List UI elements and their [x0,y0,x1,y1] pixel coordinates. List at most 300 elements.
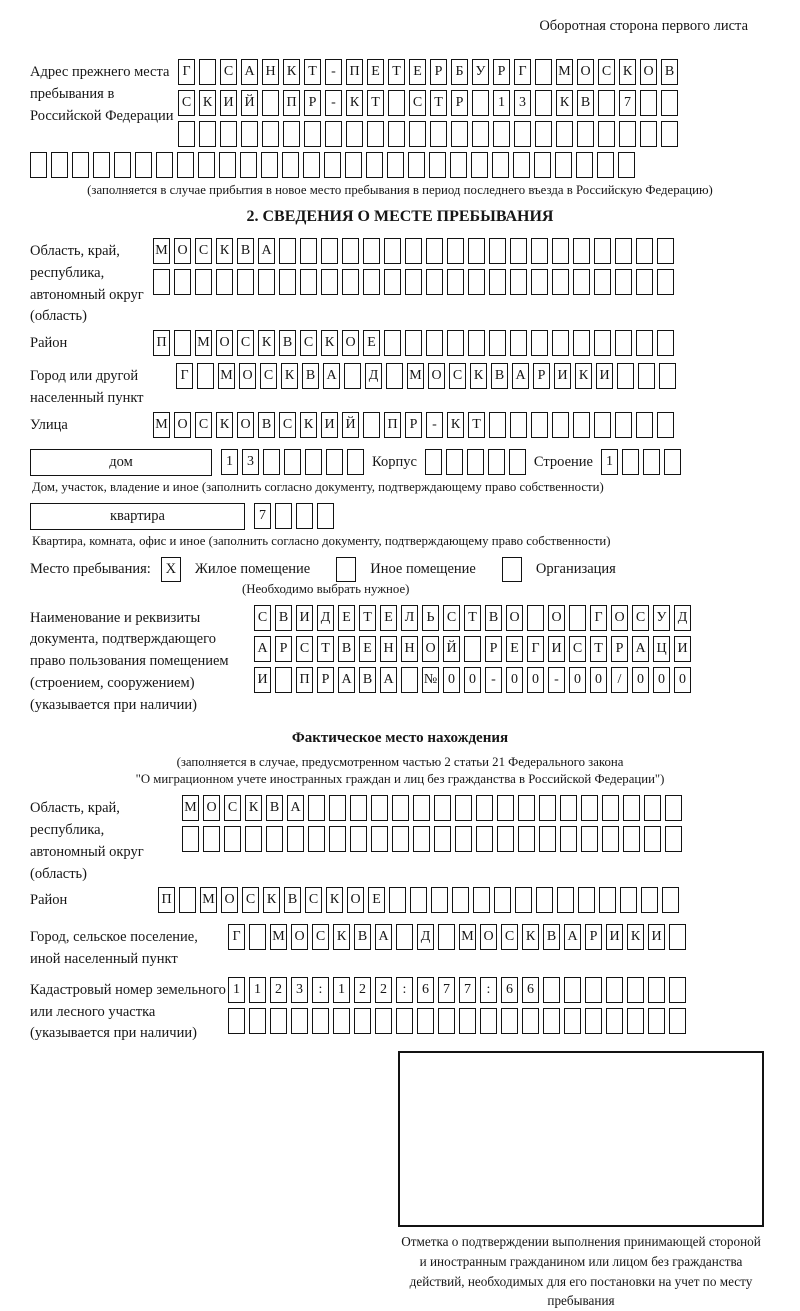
char-box[interactable] [258,269,275,295]
char-box[interactable]: С [254,605,271,631]
char-box[interactable] [261,152,278,178]
char-box[interactable]: Ь [422,605,439,631]
char-box[interactable]: Р [485,636,502,662]
char-box[interactable] [366,152,383,178]
char-box[interactable]: А [323,363,340,389]
char-box[interactable]: 6 [501,977,518,1003]
char-box[interactable] [564,977,581,1003]
char-box[interactable]: А [512,363,529,389]
char-box[interactable] [657,238,674,264]
char-box[interactable] [429,152,446,178]
char-box[interactable]: К [283,59,300,85]
char-box[interactable]: - [485,667,502,693]
char-box[interactable]: - [426,412,443,438]
char-box[interactable] [620,887,637,913]
char-box[interactable]: 0 [506,667,523,693]
char-box[interactable]: В [661,59,678,85]
char-box[interactable] [476,795,493,821]
char-box[interactable] [464,636,481,662]
char-box[interactable]: О [640,59,657,85]
char-box[interactable]: Е [359,636,376,662]
char-box[interactable] [536,887,553,913]
char-box[interactable] [459,1008,476,1034]
char-box[interactable] [578,887,595,913]
char-box[interactable] [262,90,279,116]
char-box[interactable]: С [296,636,313,662]
char-box[interactable] [363,269,380,295]
char-box[interactable] [312,1008,329,1034]
char-box[interactable] [522,1008,539,1034]
char-box[interactable] [585,1008,602,1034]
char-box[interactable] [573,412,590,438]
char-box[interactable]: П [384,412,401,438]
char-box[interactable]: : [480,977,497,1003]
char-box[interactable] [518,795,535,821]
char-box[interactable]: В [338,636,355,662]
char-box[interactable]: Р [304,90,321,116]
char-box[interactable]: - [548,667,565,693]
char-box[interactable]: С [501,924,518,950]
char-box[interactable]: И [606,924,623,950]
char-box[interactable] [539,795,556,821]
char-box[interactable] [434,826,451,852]
char-box[interactable]: В [302,363,319,389]
char-box[interactable]: К [333,924,350,950]
char-box[interactable] [492,152,509,178]
char-box[interactable] [384,269,401,295]
char-box[interactable] [447,269,464,295]
char-box[interactable]: К [627,924,644,950]
char-box[interactable]: : [396,977,413,1003]
char-box[interactable] [510,238,527,264]
char-box[interactable] [543,977,560,1003]
char-box[interactable] [606,1008,623,1034]
char-box[interactable] [581,826,598,852]
char-box[interactable] [237,269,254,295]
char-box[interactable] [291,1008,308,1034]
char-box[interactable]: В [266,795,283,821]
char-box[interactable] [618,152,635,178]
char-box[interactable]: И [596,363,613,389]
char-box[interactable] [447,330,464,356]
char-box[interactable]: / [611,667,628,693]
char-box[interactable]: К [556,90,573,116]
char-box[interactable]: В [237,238,254,264]
char-box[interactable]: Т [359,605,376,631]
char-box[interactable] [245,826,262,852]
char-box[interactable]: 2 [270,977,287,1003]
char-box[interactable] [333,1008,350,1034]
char-box[interactable] [619,121,636,147]
char-box[interactable] [472,121,489,147]
char-box[interactable] [531,412,548,438]
char-box[interactable] [455,795,472,821]
char-box[interactable] [114,152,131,178]
char-box[interactable]: В [543,924,560,950]
char-box[interactable]: 0 [632,667,649,693]
char-box[interactable] [174,330,191,356]
char-box[interactable]: В [284,887,301,913]
char-box[interactable]: Б [451,59,468,85]
char-box[interactable]: О [216,330,233,356]
char-box[interactable]: С [443,605,460,631]
char-box[interactable] [648,977,665,1003]
char-box[interactable]: 2 [375,977,392,1003]
char-box[interactable]: К [346,90,363,116]
char-box[interactable]: К [522,924,539,950]
char-box[interactable]: Й [241,90,258,116]
char-box[interactable]: С [195,238,212,264]
char-box[interactable] [488,449,505,475]
char-box[interactable]: № [422,667,439,693]
char-box[interactable] [409,121,426,147]
char-box[interactable]: М [195,330,212,356]
char-box[interactable]: Р [405,412,422,438]
char-box[interactable] [602,795,619,821]
char-box[interactable]: И [554,363,571,389]
char-box[interactable]: О [347,887,364,913]
char-box[interactable] [51,152,68,178]
char-box[interactable] [476,826,493,852]
char-box[interactable] [535,121,552,147]
char-box[interactable] [275,667,292,693]
char-box[interactable] [515,887,532,913]
char-box[interactable] [531,269,548,295]
char-box[interactable] [396,1008,413,1034]
char-box[interactable] [623,826,640,852]
char-box[interactable] [326,449,343,475]
char-box[interactable] [425,449,442,475]
char-box[interactable]: К [281,363,298,389]
char-box[interactable] [598,121,615,147]
char-box[interactable] [569,605,586,631]
char-box[interactable] [467,449,484,475]
char-box[interactable] [177,152,194,178]
char-box[interactable] [219,152,236,178]
char-box[interactable]: Г [514,59,531,85]
char-box[interactable] [178,121,195,147]
char-box[interactable] [30,152,47,178]
char-box[interactable] [329,795,346,821]
char-box[interactable]: Т [367,90,384,116]
char-box[interactable]: Т [464,605,481,631]
char-box[interactable]: 1 [333,977,350,1003]
char-box[interactable] [509,449,526,475]
char-box[interactable] [648,1008,665,1034]
char-box[interactable]: М [407,363,424,389]
char-box[interactable]: Т [590,636,607,662]
char-box[interactable]: С [178,90,195,116]
char-box[interactable] [321,269,338,295]
char-box[interactable] [594,330,611,356]
char-box[interactable]: А [632,636,649,662]
char-box[interactable] [489,330,506,356]
char-box[interactable]: О [428,363,445,389]
char-box[interactable]: В [577,90,594,116]
char-box[interactable] [350,826,367,852]
char-box[interactable] [284,449,301,475]
char-box[interactable]: С [220,59,237,85]
char-box[interactable] [615,238,632,264]
char-box[interactable] [577,121,594,147]
char-box[interactable] [573,269,590,295]
char-box[interactable] [617,363,634,389]
char-box[interactable] [346,121,363,147]
char-box[interactable] [535,90,552,116]
char-box[interactable]: Р [533,363,550,389]
char-box[interactable] [375,1008,392,1034]
char-box[interactable] [363,238,380,264]
char-box[interactable]: 6 [417,977,434,1003]
char-box[interactable] [325,121,342,147]
char-box[interactable]: Т [317,636,334,662]
char-box[interactable]: И [674,636,691,662]
char-box[interactable] [556,121,573,147]
char-box[interactable]: С [449,363,466,389]
char-box[interactable] [489,269,506,295]
char-box[interactable]: А [254,636,271,662]
char-box[interactable]: Р [451,90,468,116]
char-box[interactable] [431,887,448,913]
char-box[interactable]: 6 [522,977,539,1003]
char-box[interactable]: О [237,412,254,438]
char-box[interactable]: Д [365,363,382,389]
char-box[interactable] [641,887,658,913]
char-box[interactable] [627,977,644,1003]
char-box[interactable]: Е [338,605,355,631]
char-box[interactable] [557,887,574,913]
char-box[interactable]: М [556,59,573,85]
char-box[interactable]: И [220,90,237,116]
char-box[interactable] [434,795,451,821]
char-box[interactable]: Т [430,90,447,116]
char-box[interactable]: Й [443,636,460,662]
char-box[interactable]: В [258,412,275,438]
char-box[interactable]: 1 [228,977,245,1003]
char-box[interactable] [518,826,535,852]
char-box[interactable] [665,795,682,821]
char-box[interactable] [386,363,403,389]
char-box[interactable] [573,238,590,264]
char-box[interactable]: Ц [653,636,670,662]
char-box[interactable] [396,924,413,950]
char-box[interactable] [279,269,296,295]
char-box[interactable] [664,449,681,475]
char-box[interactable] [527,605,544,631]
char-box[interactable] [392,826,409,852]
char-box[interactable]: 7 [438,977,455,1003]
char-box[interactable] [203,826,220,852]
char-box[interactable] [640,90,657,116]
char-box[interactable] [555,152,572,178]
char-box[interactable] [452,887,469,913]
char-box[interactable] [662,887,679,913]
char-box[interactable]: К [245,795,262,821]
char-box[interactable] [531,330,548,356]
char-box[interactable] [135,152,152,178]
char-box[interactable]: К [326,887,343,913]
char-box[interactable] [585,977,602,1003]
char-box[interactable] [494,887,511,913]
char-box[interactable]: М [182,795,199,821]
char-box[interactable] [392,795,409,821]
char-box[interactable] [669,977,686,1003]
char-box[interactable]: С [409,90,426,116]
char-box[interactable]: П [283,90,300,116]
char-box[interactable]: И [648,924,665,950]
char-box[interactable] [308,826,325,852]
char-box[interactable] [156,152,173,178]
char-box[interactable] [266,826,283,852]
char-box[interactable] [602,826,619,852]
char-box[interactable] [413,795,430,821]
char-box[interactable] [615,330,632,356]
char-box[interactable] [241,121,258,147]
char-box[interactable]: А [564,924,581,950]
char-box[interactable] [493,121,510,147]
char-box[interactable]: М [153,238,170,264]
char-box[interactable] [220,121,237,147]
char-box[interactable] [296,503,313,529]
char-box[interactable]: Г [527,636,544,662]
char-box[interactable] [405,269,422,295]
char-box[interactable] [305,449,322,475]
char-box[interactable]: М [153,412,170,438]
char-box[interactable]: К [216,412,233,438]
char-box[interactable]: К [199,90,216,116]
char-box[interactable] [513,152,530,178]
char-box[interactable] [300,269,317,295]
char-box[interactable] [344,363,361,389]
char-box[interactable] [638,363,655,389]
char-box[interactable]: О [480,924,497,950]
char-box[interactable] [657,412,674,438]
char-box[interactable] [342,269,359,295]
char-box[interactable]: О [506,605,523,631]
char-box[interactable]: С [312,924,329,950]
char-box[interactable] [329,826,346,852]
char-box[interactable]: О [221,887,238,913]
char-box[interactable] [303,152,320,178]
char-box[interactable] [497,795,514,821]
char-box[interactable] [560,826,577,852]
char-box[interactable] [636,238,653,264]
char-box[interactable] [401,667,418,693]
char-box[interactable]: К [447,412,464,438]
char-box[interactable] [216,269,233,295]
char-box[interactable]: П [296,667,313,693]
char-box[interactable]: 0 [674,667,691,693]
char-box[interactable] [552,330,569,356]
char-box[interactable]: Р [275,636,292,662]
char-box[interactable] [174,269,191,295]
char-box[interactable]: С [279,412,296,438]
char-box[interactable]: Г [590,605,607,631]
char-box[interactable] [665,826,682,852]
char-box[interactable] [263,449,280,475]
char-box[interactable]: М [270,924,287,950]
char-box[interactable]: 1 [249,977,266,1003]
char-box[interactable]: - [325,90,342,116]
char-box[interactable]: Р [430,59,447,85]
char-box[interactable]: К [321,330,338,356]
char-box[interactable] [573,330,590,356]
char-box[interactable] [661,90,678,116]
char-box[interactable] [627,1008,644,1034]
char-box[interactable] [606,977,623,1003]
char-box[interactable] [317,503,334,529]
char-box[interactable]: С [569,636,586,662]
char-box[interactable]: Г [228,924,245,950]
char-box[interactable]: Р [493,59,510,85]
char-box[interactable] [197,363,214,389]
char-box[interactable]: А [241,59,258,85]
char-box[interactable] [363,412,380,438]
char-box[interactable]: О [611,605,628,631]
char-box[interactable] [535,59,552,85]
char-box[interactable] [640,121,657,147]
char-box[interactable]: Г [176,363,193,389]
char-box[interactable]: - [325,59,342,85]
char-box[interactable] [543,1008,560,1034]
char-box[interactable]: О [291,924,308,950]
char-box[interactable] [552,412,569,438]
char-box[interactable] [480,1008,497,1034]
char-box[interactable]: С [632,605,649,631]
char-box[interactable]: А [287,795,304,821]
char-box[interactable]: Н [380,636,397,662]
char-box[interactable] [371,826,388,852]
char-box[interactable]: 3 [291,977,308,1003]
char-box[interactable] [388,121,405,147]
char-box[interactable]: В [279,330,296,356]
char-box[interactable]: М [459,924,476,950]
char-box[interactable] [468,238,485,264]
char-box[interactable]: 0 [653,667,670,693]
char-box[interactable] [438,1008,455,1034]
char-box[interactable] [324,152,341,178]
char-box[interactable] [599,887,616,913]
char-box[interactable]: У [472,59,489,85]
char-box[interactable] [594,269,611,295]
char-box[interactable] [489,238,506,264]
char-box[interactable]: О [174,412,191,438]
char-box[interactable]: К [300,412,317,438]
char-box[interactable] [198,152,215,178]
char-box[interactable] [615,269,632,295]
char-box[interactable]: О [203,795,220,821]
char-box[interactable] [354,1008,371,1034]
char-box[interactable]: П [346,59,363,85]
char-box[interactable] [552,238,569,264]
char-box[interactable]: И [254,667,271,693]
char-box[interactable]: 0 [527,667,544,693]
char-box[interactable] [468,330,485,356]
char-box[interactable]: О [239,363,256,389]
char-box[interactable] [179,887,196,913]
char-box[interactable]: Р [611,636,628,662]
char-box[interactable]: 7 [619,90,636,116]
char-box[interactable]: 1 [601,449,618,475]
char-box[interactable]: А [258,238,275,264]
char-box[interactable] [657,269,674,295]
char-box[interactable]: Е [380,605,397,631]
char-box[interactable] [643,449,660,475]
char-box[interactable]: О [577,59,594,85]
char-box[interactable]: Т [468,412,485,438]
char-box[interactable] [661,121,678,147]
char-box[interactable] [657,330,674,356]
